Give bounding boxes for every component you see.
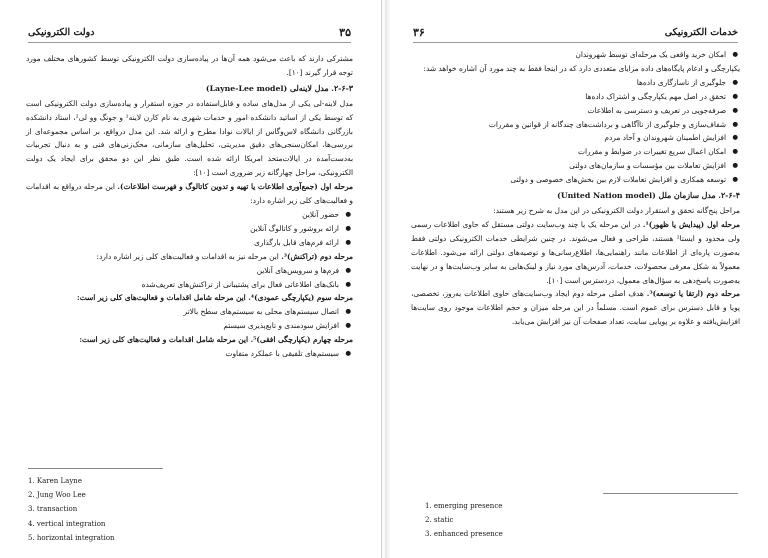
footnote: 1. emerging presence bbox=[425, 502, 503, 510]
stage-2-title: مرحله دوم (تراکنش)³. bbox=[281, 251, 353, 261]
stage-2-title: مرحله دوم (ارتقا یا توسعه)³. bbox=[646, 289, 740, 299]
right-page-header bbox=[413, 24, 738, 43]
list-item: ● جلوگیری از ناسازگاری داده‌ها bbox=[411, 76, 740, 90]
stage-2-block bbox=[26, 250, 353, 264]
running-title: خدمات الکترونیکی bbox=[664, 27, 738, 38]
right-footnotes bbox=[425, 499, 503, 542]
footnote: 1. Karen Layne bbox=[28, 477, 82, 485]
list-item: ● توسعه همکاری و افزایش تعاملات لازم بین بخش‌های خصوصی و دولتی bbox=[411, 173, 740, 187]
stage-4-list bbox=[26, 347, 353, 361]
section-heading: ۲-۶-۳. مدل لاینه‌لی (Layne-Lee model) bbox=[205, 83, 353, 93]
list-item: ● شفاف‌سازی و جلوگیری از ناآگاهی و برداشت‌های چندگانه از قوانین و مقررات bbox=[411, 118, 740, 132]
stage-1-intro: این مرحله درواقع به اقدامات و فعالیت‌های کلی زیر اشاره دارد: bbox=[26, 182, 353, 206]
body-paragraph: مدل لاینه-لی یکی از مدل‌های ساده و قابل‌استفاده در حوزه استقرار و پیاده‌سازی دولت الکترونیکی است که توسط یکی از اساتید دانشکده امور و خدمات شهری به نام کارن لاینه¹ و جونگ وو لی²، استاد دانشکده بازرگانی دانشگاه لاس‌وگاس از ایالات نوادا مطرح و ارائه شد. این مدل درواقع، بر اساس مجموعه‌ای از بررسی‌ها، امکان‌سنجی‌های دقیق مدیریتی، تحلیل‌های سازمانی، محک‌زنی‌های فنی و به دنبال تجربیات به‌دست‌آمده در ایالات‌متحد امریکا ارائه شده است. طبق نظر این دو محقق برای ایجاد یک دولت الکترونیکی، مراحل چهارگانه زیر ضروری است [۱۰]: bbox=[26, 98, 353, 178]
list-item: ● صرفه‌جویی در تعریف و دسترسی به اطلاعات bbox=[411, 104, 740, 118]
left-page bbox=[0, 0, 382, 558]
list-item: ● ارائه بروشور و کاتالوگ آنلاین bbox=[26, 222, 353, 236]
intro-paragraph: مشترکی دارند که باعث می‌شود همه آن‌ها در پیاده‌سازی دولت الکترونیکی توسط کشورهای مختلف مورد توجه قرار گیرند [۱۰]. bbox=[26, 54, 353, 77]
footnote: 2. static bbox=[425, 516, 454, 525]
footnote-divider bbox=[28, 468, 163, 469]
stage-1-block bbox=[411, 218, 740, 288]
stage-1-list bbox=[26, 208, 353, 250]
left-page-header bbox=[28, 24, 351, 43]
page-number: ۳۵ bbox=[339, 26, 351, 39]
benefits-intro: یکپارچگی و ادغام پایگاه‌های داده مزایای متعددی دارد که در اینجا فقط به چند مورد آن اشاره خواهد شد: bbox=[423, 63, 740, 73]
list-item: ● حضور آنلاین bbox=[26, 208, 353, 222]
right-page bbox=[385, 0, 768, 558]
list-item: ● ارائه فرم‌های قابل بارگذاری bbox=[26, 236, 353, 250]
stage-4-title: مرحله چهارم (یکپارچگی افقی)⁵. این مرحله شامل اقدامات و فعالیت‌های کلی زیر است: bbox=[79, 335, 353, 345]
stage-1-title: مرحله اول (پیدایش یا ظهور)¹. bbox=[642, 219, 740, 229]
stage-1-title: مرحله اول (جمع‌آوری اطلاعات یا تهیه و تدوین کاتالوگ و فهرست اطلاعات). bbox=[117, 182, 353, 192]
list-item: ● اتصال سیستم‌های محلی به سیستم‌های سطح بالاتر bbox=[26, 305, 353, 319]
stage-2-text: هدف اصلی مرحله دوم ایجاد وب‌سایت‌های حاوی اطلاعات به‌روز، تخصصی، پویا و قابل دسترس برای عموم است. مسلماً در این مرحله میزان و حجم اطلاعات موجود روی سایت‌ها افزایش‌یافته و علاوه بر پویایی سایت، تعداد صفحات آن نیز افزایش می‌یابد. bbox=[411, 289, 740, 327]
top-list bbox=[411, 48, 740, 62]
list-item: ● امکان خرید واقعی یک مرحله‌ای توسط شهروندان bbox=[411, 48, 740, 62]
list-item: ● تحقق در اصل مهم یکپارچگی و اشتراک داده‌ها bbox=[411, 90, 740, 104]
left-page-body bbox=[26, 52, 353, 361]
list-item: ● سیستم‌های تلفیقی با عملکرد متفاوت bbox=[26, 347, 353, 361]
section-heading: ۲-۶-۴. مدل سازمان ملل (United Nation model) bbox=[557, 191, 740, 201]
footnote: 5. horizontal integration bbox=[28, 533, 115, 542]
footnote: 4. vertical integration bbox=[28, 519, 106, 528]
stage-1-block bbox=[26, 180, 353, 208]
page-number: ۳۶ bbox=[413, 26, 425, 39]
list-item: ● افزایش تعاملات بین مؤسسات و سازمان‌های دولتی bbox=[411, 159, 740, 173]
list-item: ● افزایش اطمینان شهروندان و آحاد مردم bbox=[411, 131, 740, 145]
list-item: ● فرم‌ها و سرویس‌های آنلاین bbox=[26, 264, 353, 278]
left-footnotes bbox=[28, 474, 115, 545]
footnote: 3. enhanced presence bbox=[425, 530, 503, 539]
stage-2-intro: این مرحله نیز به اقدامات و فعالیت‌های کلی زیر اشاره دارد: bbox=[96, 251, 279, 261]
footnote: 3. transaction bbox=[28, 505, 78, 514]
stage-3-title: مرحله سوم (یکپارچگی عمودی)⁴. این مرحله شامل اقدامات و فعالیت‌های کلی زیر است: bbox=[77, 293, 353, 303]
list-item: ● امکان اعمال سریع تغییرات در ضوابط و مقررات bbox=[411, 145, 740, 159]
stage-3-list bbox=[26, 305, 353, 333]
right-page-body bbox=[411, 48, 740, 329]
running-title: دولت الکترونیکی bbox=[28, 27, 95, 38]
benefits-list bbox=[411, 76, 740, 187]
section-intro: مراحل پنج‌گانه تحقق و استقرار دولت الکترونیکی در این مدل به شرح زیر هستند: bbox=[493, 205, 740, 215]
list-item: ● بانک‌های اطلاعاتی فعال برای پشتیبانی از تراکنش‌های تعریف‌شده bbox=[26, 278, 353, 292]
stage-2-block bbox=[411, 287, 740, 329]
list-item: ● افزایش سودمندی و تابع‌پذیری سیستم bbox=[26, 319, 353, 333]
footnote: 2. Jung Woo Lee bbox=[28, 491, 86, 500]
stage-1-text: در این مرحله یک یا چند وب‌سایت دولتی مستقل که حاوی اطلاعات رسمی ولی محدود و ایستا² هستند، طراحی و فعال می‌شوند. در چنین شرایطی خدمات الکترونیکی دولتی فقط به‌صورت پاره‌ای از اطلاعات مانند راهنمایی‌ها، اطلاع‌رسانی‌ها و توصیه‌های دولتی ارائه می‌شود. اطلاعات معمولاً به شکل معرفی محصولات، خدمات، آدرس‌های مورد نیاز و لینک‌هایی به سایر وب‌سایت‌ها و در نهایت به‌صورت پاسخ‌دهی به سؤال‌های معمول، دردسترس است [۱۰]. bbox=[411, 219, 740, 285]
footnote-divider bbox=[603, 493, 738, 494]
stage-2-list bbox=[26, 264, 353, 292]
